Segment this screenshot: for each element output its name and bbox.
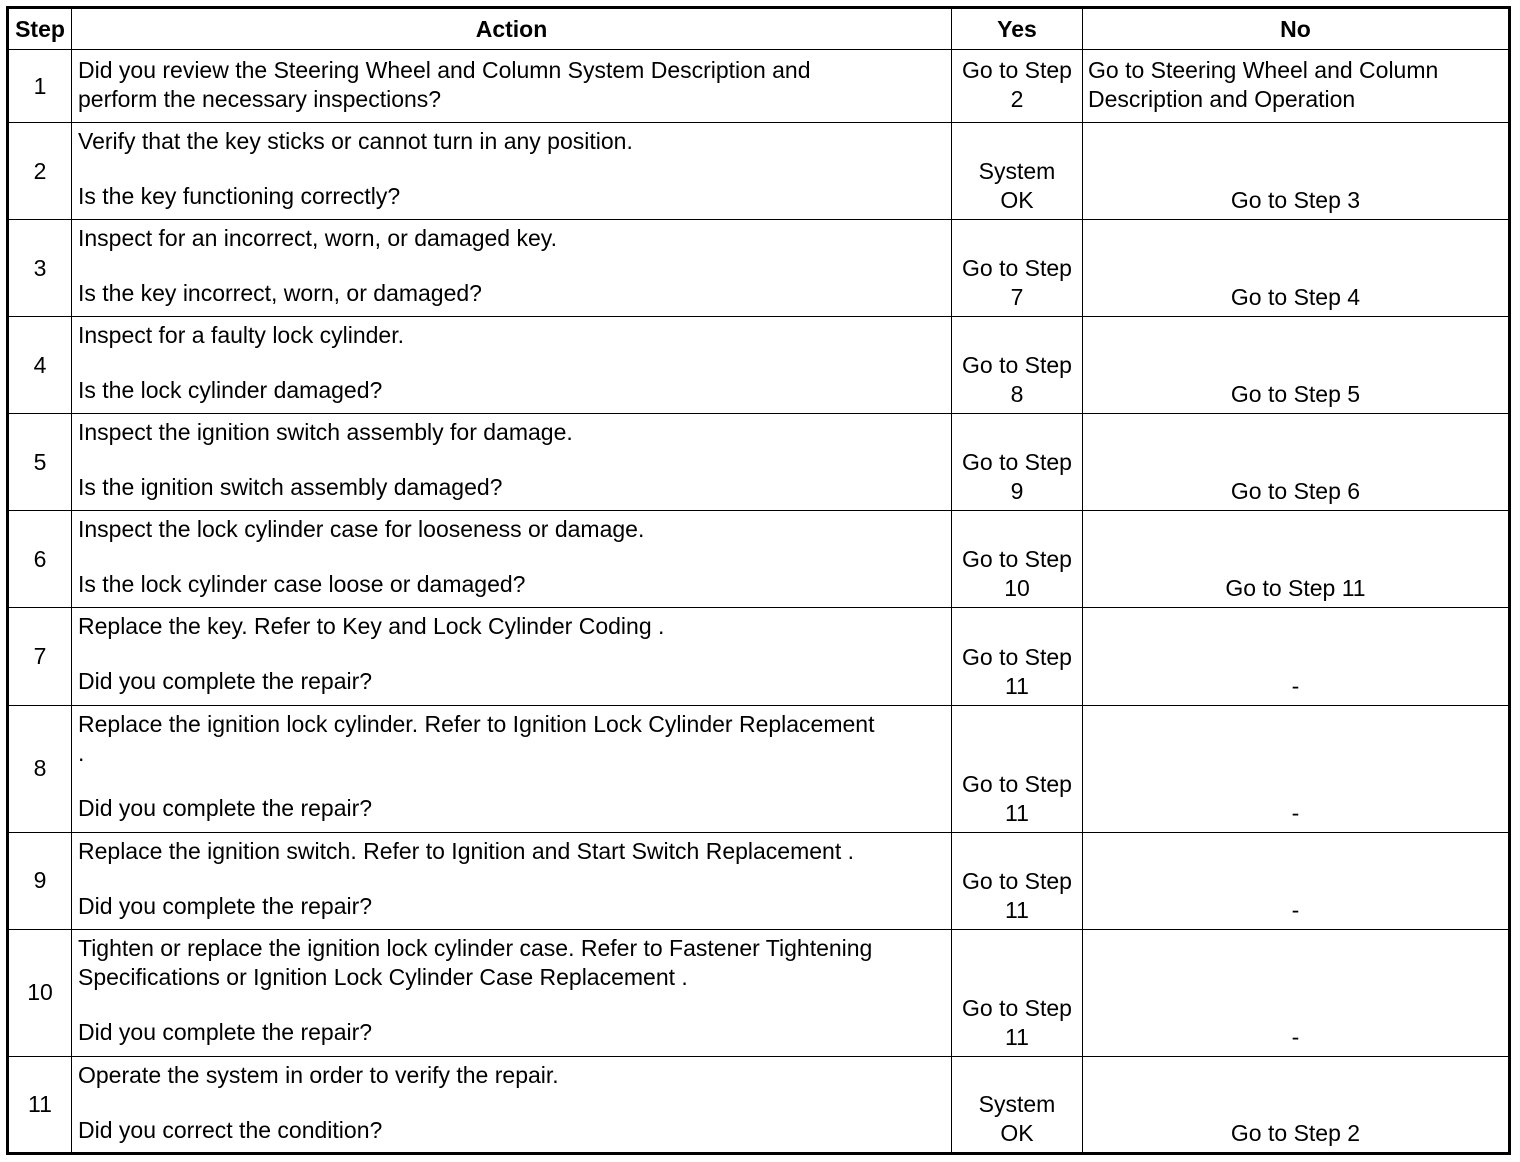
no-cell	[1083, 929, 1510, 1056]
step-number: 2	[8, 123, 72, 220]
yes-cell	[952, 220, 1083, 317]
yes-text: Go to Step	[962, 352, 1072, 379]
no-text: Description and Operation	[1088, 86, 1356, 112]
no-cell	[1083, 123, 1510, 220]
step-number: 10	[8, 929, 72, 1056]
yes-cell	[952, 414, 1083, 511]
yes-cell	[952, 511, 1083, 608]
no-text: Go to Step 6	[1230, 478, 1361, 505]
table-row	[8, 511, 1510, 608]
yes-text: 7	[1010, 284, 1024, 311]
header-action: Action	[72, 8, 952, 50]
action-question: Is the lock cylinder damaged?	[78, 377, 383, 404]
action-text: Inspect for a faulty lock cylinder.	[78, 322, 404, 349]
no-cell	[1083, 511, 1510, 608]
table-row	[8, 414, 1510, 511]
yes-cell	[952, 123, 1083, 220]
no-text: Go to Steering Wheel and Column	[1088, 57, 1439, 83]
no-cell	[1083, 220, 1510, 317]
yes-text: 9	[1010, 478, 1024, 505]
yes-text: Go to Step	[962, 546, 1072, 573]
action-text: Tighten or replace the ignition lock cylinder case. Refer to Fastener Tightening	[78, 934, 873, 961]
action-question: Is the lock cylinder case loose or damaged?	[78, 571, 526, 598]
table-row	[8, 317, 1510, 414]
table-row	[8, 1056, 1510, 1153]
action-question: Is the key incorrect, worn, or damaged?	[78, 280, 482, 307]
table-row	[8, 50, 1510, 123]
no-cell	[1083, 1056, 1510, 1153]
action-cell	[72, 123, 952, 220]
table-row	[8, 705, 1510, 832]
yes-text: System	[978, 158, 1056, 185]
no-cell	[1083, 608, 1510, 705]
yes-text: 11	[1005, 1023, 1029, 1050]
yes-cell	[952, 705, 1083, 832]
action-cell	[72, 511, 952, 608]
action-text: Inspect the lock cylinder case for looseness or damage.	[78, 516, 645, 543]
action-cell	[72, 220, 952, 317]
table-row	[8, 832, 1510, 929]
no-text: -	[1291, 799, 1300, 826]
step-number: 1	[8, 50, 72, 123]
action-cell	[72, 1056, 952, 1153]
action-question: Did you correct the condition?	[78, 1116, 383, 1143]
action-text: Operate the system in order to verify the repair.	[78, 1061, 559, 1088]
no-text: -	[1291, 672, 1300, 699]
action-cell	[72, 50, 952, 123]
header-row	[8, 8, 1510, 50]
action-cell	[72, 705, 952, 832]
action-cell	[72, 317, 952, 414]
table-row	[8, 608, 1510, 705]
step-number: 3	[8, 220, 72, 317]
yes-cell	[952, 1056, 1083, 1153]
action-text: Inspect for an incorrect, worn, or damaged key.	[78, 225, 557, 252]
no-text: Go to Step 5	[1230, 381, 1361, 408]
table-row	[8, 123, 1510, 220]
action-cell	[72, 608, 952, 705]
no-text: Go to Step 4	[1230, 284, 1361, 311]
action-question: Is the key functioning correctly?	[78, 183, 401, 210]
table-row	[8, 929, 1510, 1056]
yes-text: Go to Step	[962, 994, 1072, 1021]
no-cell	[1083, 50, 1510, 123]
table-body	[8, 50, 1510, 1154]
no-text: Go to Step 11	[1225, 575, 1366, 602]
action-text: Did you review the Steering Wheel and Column System Description and	[78, 57, 811, 83]
yes-cell	[952, 832, 1083, 929]
action-text: perform the necessary inspections?	[78, 86, 442, 112]
no-cell	[1083, 317, 1510, 414]
action-text: Verify that the key sticks or cannot turn in any position.	[78, 128, 633, 155]
step-number: 9	[8, 832, 72, 929]
yes-text: Go to Step	[962, 643, 1072, 670]
step-number: 8	[8, 705, 72, 832]
step-number: 5	[8, 414, 72, 511]
no-cell	[1083, 705, 1510, 832]
action-question: Did you complete the repair?	[78, 794, 373, 821]
action-question: Is the ignition switch assembly damaged?	[78, 474, 503, 501]
diagnostic-table	[6, 6, 1511, 1155]
yes-cell	[952, 929, 1083, 1056]
no-text: Go to Step 3	[1230, 187, 1361, 214]
yes-text: 11	[1005, 672, 1029, 699]
action-question: Did you complete the repair?	[78, 892, 373, 919]
step-number: 4	[8, 317, 72, 414]
yes-text: OK	[1000, 187, 1034, 214]
action-cell	[72, 929, 952, 1056]
no-text: -	[1291, 896, 1300, 923]
action-text: .	[78, 739, 85, 766]
yes-cell	[952, 50, 1083, 123]
no-cell	[1083, 832, 1510, 929]
action-text: Replace the ignition lock cylinder. Refer to Ignition Lock Cylinder Replacement	[78, 710, 875, 737]
table-row	[8, 220, 1510, 317]
header-yes: Yes	[952, 8, 1083, 50]
action-text: Specifications or Ignition Lock Cylinder Case Replacement .	[78, 963, 688, 990]
yes-text: 2	[1010, 86, 1024, 112]
yes-text: Go to Step	[962, 57, 1072, 83]
no-text: -	[1291, 1023, 1300, 1050]
action-cell	[72, 414, 952, 511]
action-question: Did you complete the repair?	[78, 1018, 373, 1045]
yes-text: 10	[1004, 575, 1030, 602]
no-cell	[1083, 414, 1510, 511]
yes-text: System	[978, 1091, 1056, 1117]
action-cell	[72, 832, 952, 929]
yes-text: 8	[1010, 381, 1024, 408]
header-step: Step	[8, 8, 72, 50]
header-no: No	[1083, 8, 1510, 50]
step-number: 11	[8, 1056, 72, 1153]
action-text: Replace the ignition switch. Refer to Ignition and Start Switch Replacement .	[78, 837, 855, 864]
yes-cell	[952, 317, 1083, 414]
yes-text: Go to Step	[962, 770, 1072, 797]
yes-text: 11	[1005, 896, 1029, 923]
action-text: Replace the key. Refer to Key and Lock Cylinder Coding .	[78, 613, 665, 640]
action-text: Inspect the ignition switch assembly for damage.	[78, 419, 573, 446]
yes-cell	[952, 608, 1083, 705]
step-number: 6	[8, 511, 72, 608]
no-text: Go to Step 2	[1230, 1120, 1361, 1146]
yes-text: Go to Step	[962, 867, 1072, 894]
yes-text: Go to Step	[962, 449, 1072, 476]
yes-text: 11	[1005, 799, 1029, 826]
step-number: 7	[8, 608, 72, 705]
action-question: Did you complete the repair?	[78, 668, 373, 695]
yes-text: Go to Step	[962, 255, 1072, 282]
yes-text: OK	[1000, 1120, 1034, 1146]
